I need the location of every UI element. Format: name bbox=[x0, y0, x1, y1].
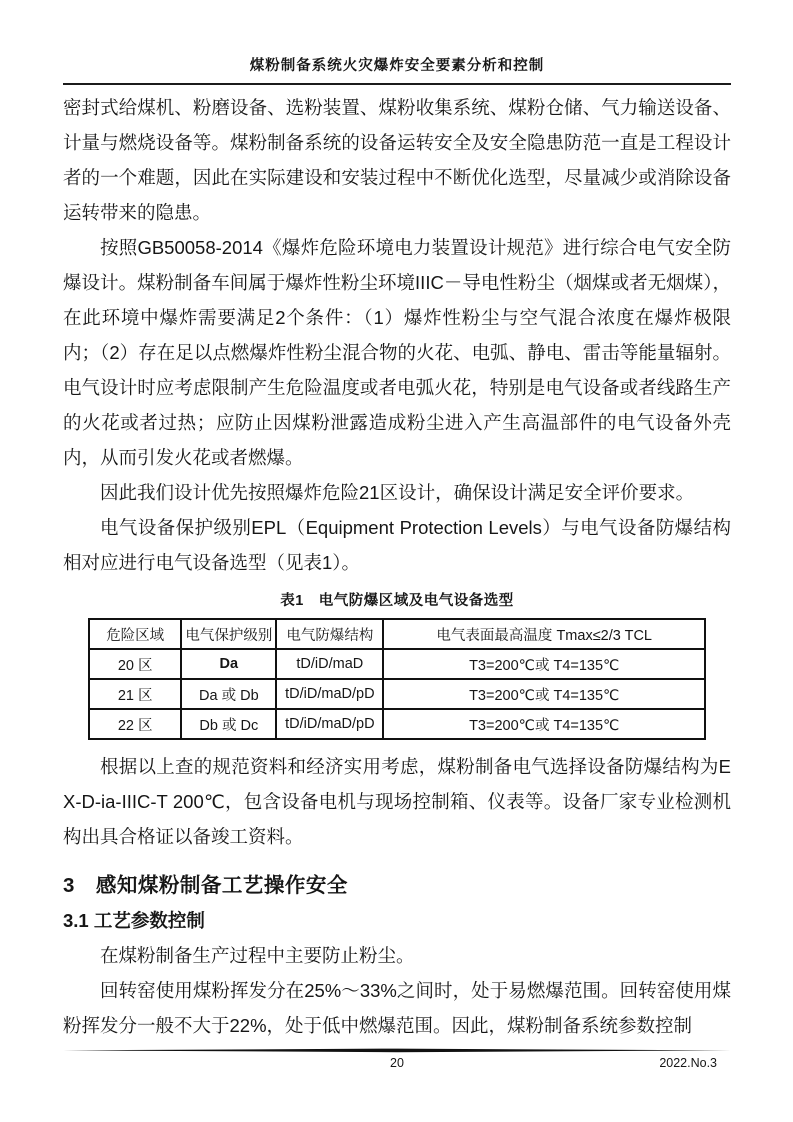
footer-rule bbox=[63, 1048, 731, 1053]
table-col-header-structure: 电气防爆结构 bbox=[276, 619, 383, 649]
paragraph-selected-structure: 根据以上查的规范资料和经济实用考虑，煤粉制备电气选择设备防爆结构为EX-D-ia-IIIC-T 200℃，包含设备电机与现场控制箱、仪表等。设备厂家专业检测机构出具合格证以备竣工资料。 bbox=[63, 756, 731, 847]
issue-label: 2022.No.3 bbox=[659, 1056, 717, 1070]
paragraph-epl-intro: 电气设备保护级别EPL（Equipment Protection Levels）与电气设备防爆结构相对应进行电气设备选型（见表1）。 bbox=[63, 517, 731, 573]
table-cell-structure: tD/iD/maD/pD bbox=[276, 679, 383, 709]
table-col-header-protection-level: 电气保护级别 bbox=[181, 619, 276, 649]
section-heading-3: 3 感知煤粉制备工艺操作安全 bbox=[63, 874, 348, 897]
page-number: 20 bbox=[390, 1056, 404, 1070]
table-cell-structure: tD/iD/maD bbox=[276, 649, 383, 679]
paragraph-dust-prevention: 在煤粉制备生产过程中主要防止粉尘。 bbox=[100, 945, 415, 966]
page-header bbox=[63, 54, 731, 85]
table-col-header-zone: 危险区域 bbox=[89, 619, 181, 649]
paragraph-explosion-conditions: 按照GB50058-2014《爆炸危险环境电力装置设计规范》进行综合电气安全防爆设计。煤粉制备车间属于爆炸性粉尘环境IIIC－导电性粉尘（烟煤或者无烟煤），在此环境中爆炸需要满足2个条件：（1）爆炸性粉尘与空气混合浓度在爆炸极限内；（2）存在足以点燃爆炸性粉尘混合物的火花、电弧、静电、雷击等能量辐射。电气设计时应考虑限制产生危险温度或者电弧火花，特别是电气设备或者线路生产的火花或者过热；应防止因煤粉泄露造成粉尘进入产生高温部件的电气设备外壳内，从而引发火花或者燃爆。 bbox=[63, 237, 731, 468]
table-cell-level: Da bbox=[181, 649, 276, 679]
table-container bbox=[63, 618, 731, 740]
table-cell-structure: tD/iD/maD/pD bbox=[276, 709, 383, 739]
page-footer bbox=[63, 1048, 731, 1070]
paragraph-continuation: 密封式给煤机、粉磨设备、选粉装置、煤粉收集系统、煤粉仓储、气力输送设备、计量与燃烧设备等。煤粉制备系统的设备运转安全及安全隐患防范一直是工程设计者的一个难题，因此在实际建设和安装过程中不断优化选型，尽量减少或消除设备运转带来的隐患。 bbox=[63, 97, 731, 223]
table-cell-zone: 21 区 bbox=[89, 679, 181, 709]
paragraph-volatile-content: 回转窑使用煤粉挥发分在25%～33%之间时，处于易燃爆范围。回转窑使用煤粉挥发分一般不大于22%，处于低中燃爆范围。因此，煤粉制备系统参数控制 bbox=[63, 980, 731, 1036]
table-cell-zone: 20 区 bbox=[89, 649, 181, 679]
equipment-selection-table bbox=[88, 618, 706, 740]
footer-row bbox=[63, 1056, 731, 1070]
running-title: 煤粉制备系统火灾爆炸安全要素分析和控制 bbox=[249, 58, 545, 74]
table-cell-zone: 22 区 bbox=[89, 709, 181, 739]
table-cell-level: Da 或 Db bbox=[181, 679, 276, 709]
table-cell-temp: T3=200℃或 T4=135℃ bbox=[383, 679, 705, 709]
table-row bbox=[89, 709, 705, 739]
page-body bbox=[63, 85, 731, 1043]
table-cell-level: Db 或 Dc bbox=[181, 709, 276, 739]
table-row bbox=[89, 679, 705, 709]
table-header-row bbox=[89, 619, 705, 649]
table-cell-temp: T3=200℃或 T4=135℃ bbox=[383, 709, 705, 739]
subsection-heading-3-1: 3.1 工艺参数控制 bbox=[63, 910, 205, 931]
table-cell-temp: T3=200℃或 T4=135℃ bbox=[383, 649, 705, 679]
table-col-header-max-temp: 电气表面最高温度 Tmax≤2/3 TCL bbox=[383, 619, 705, 649]
table-row bbox=[89, 649, 705, 679]
table-caption: 表1 电气防爆区域及电气设备选型 bbox=[280, 593, 514, 609]
paragraph-zone21-design: 因此我们设计优先按照爆炸危险21区设计，确保设计满足安全评价要求。 bbox=[100, 482, 695, 503]
